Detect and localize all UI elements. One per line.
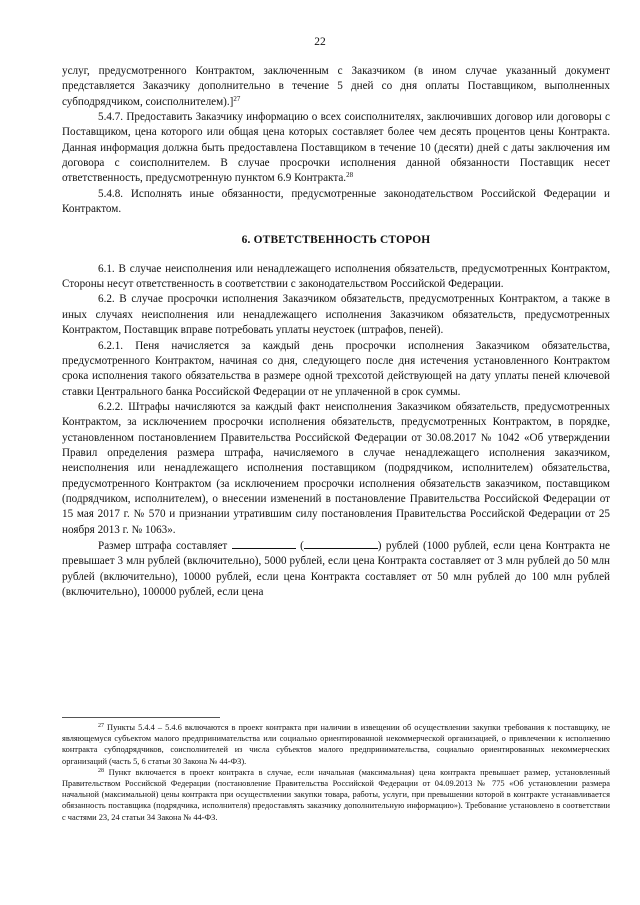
paragraph-6-2: 6.2. В случае просрочки исполнения Заказчиком обязательств, предусмотренных Контрактом, а также в иных случаях неисполнения или ненадлежащего исполнения Заказчиком обязательств, предусмотренных Контрактом, Поставщик вправе потребовать уплаты неустоек (штрафов, пеней). [62,293,610,337]
paragraph-5-4-8: 5.4.8. Исполнять иные обязанности, предусмотренные законодательством Российской Федерации и Контрактом. [62,187,610,216]
paragraph-fine-amount: Размер штрафа составляет ( ) рублей (1000 рублей, если цена Контракта не превышает 3 млн рублей (включительно), 5000 рублей, если цена Контракта составляет от 3 млн рублей до 50 млн рублей (включительно), 10000 рублей, если цена Контракта составляет от 50 млн рублей до 100 млн рублей (включительно), 100000 рублей, если цена [62,539,610,598]
footnotes [62,722,610,823]
paragraph-5-4-7: 5.4.7. Предоставить Заказчику информацию о всех соисполнителях, заключивших договор или договоры с Поставщиком, цена которого или общая цена которых составляет более чем десять процентов цены Контракта. Данная информация должна быть предоставлена Поставщиком в течение 10 (десяти) дней с даты заключения им договора с соисполнителем. В случае просрочки исполнения данной обязанности Поставщик несет ответственность, предусмотренную пунктом 6.9 Контракта.$^{28}$ [62,111,610,185]
footnote-27 [62,722,610,767]
footnote-ref-28: 28 [346,171,354,180]
footnote-text: Пункт включается в проект контракта в случае, если начальная (максимальная) цена контракта превышает размер, установленный Правительством Российской Федерации (постановление Правительства Российской Федерации от 04.09.2013 № 775 «Об установлении размера начальной (максимальной) цены контракта при осуществлении закупки товара, работы, услуги, при превышении которой в контракте устанавливается обязанность поставщика (подрядчика, исполнителя) предоставлять заказчику дополнительную информацию»). Требование установлено в соответствии с частями 23, 24 статьи 34 Закона № 44-ФЗ. [62,767,610,822]
footnote-separator [62,717,220,718]
page-number: 22 [314,36,326,48]
paragraph-6-1: 6.1. В случае неисполнения или ненадлежащего исполнения обязательств, предусмотренных Контрактом, Стороны несут ответственность в соответствии с законодательством Российской Федерации. [62,262,610,291]
paragraph-continuation: услуг, предусмотренного Контрактом, заключенным с Заказчиком (в ином случае указанный документ представляется Заказчику дополнительно в течение 5 дней со дня оплаты Поставщиком, выполненных субподрядчиком, соисполнителем).]$^{27}$ [62,65,610,108]
footnote-number: 27 [98,723,104,729]
footnote-number: 28 [98,767,104,774]
footnote-text: Пункты 5.4.4 – 5.4.6 включаются в проект контракта при наличии в извещении об осуществлении закупки требования к поставщику, не являющемуся субъектом малого предпринимательства или социально ориентированной некоммерческой организацией, о привлечении к исполнению контракта субподрядчиков, соисполнителей из числа субъектов малого предпринимательства, социально ориентированных некоммерческих организаций (часть 5, 6 статьи 30 Закона № 44-ФЗ). [62,723,610,766]
footnote-ref-27: 27 [233,94,241,103]
fine-amount-blank[interactable] [232,538,296,549]
paragraph-6-2-1: 6.2.1. Пеня начисляется за каждый день просрочки исполнения Заказчиком обязательства, предусмотренного Контрактом, начиная со дня, следующего после дня истечения установленного Контрактом срока исполнения такого обязательства в размере одной трехсотой действующей на дату уплаты пеней ключевой ставки Центрального банка Российской Федерации от не уплаченной в срок суммы. [62,339,610,398]
document-body [62,64,610,600]
paragraph-6-2-2: 6.2.2. Штрафы начисляются за каждый факт неисполнения Заказчиком обязательств, предусмотренных Контрактом, за исключением просрочки исполнения обязательств, предусмотренных Контрактом, в порядке, установленном постановлением Правительства Российской Федерации от 30.08.2017 № 1042 «Об утверждении Правил определения размера штрафа, начисляемого в случае ненадлежащего исполнения заказчиком, неисполнения или ненадлежащего исполнения поставщиком (подрядчиком, исполнителем) обязательства, предусмотренного Контрактом (за исключением просрочки исполнения обязательств заказчиком, поставщиком (подрядчиком, исполнителем), о внесении изменений в постановление Правительства Российской Федерации от 15 мая 2017 г. № 570 и признании утратившим силу постановления Правительства Российской Федерации от 25 ноября 2013 г. № 1063». [62,400,610,536]
section-heading: 6. ОТВЕТСТВЕННОСТЬ СТОРОН [241,234,431,247]
fine-words-blank[interactable] [304,538,378,549]
footnote-28 [62,767,610,823]
